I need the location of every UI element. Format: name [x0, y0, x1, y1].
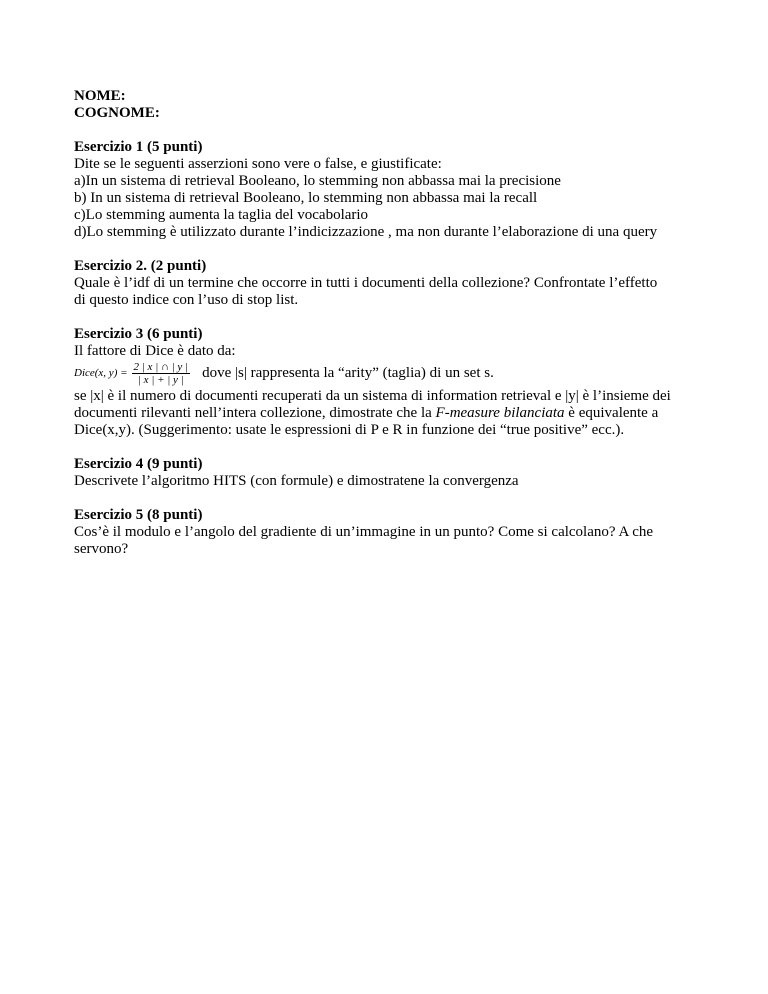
exercise-5-title: Esercizio 5 (8 punti)	[74, 507, 203, 523]
exercise-1-item-a: a)In un sistema di retrieval Booleano, lo stemming non abbassa mai la precisione	[74, 173, 561, 189]
f-measure-term: F-measure bilanciata	[435, 405, 565, 421]
name-label: NOME:	[74, 88, 126, 104]
exam-page	[74, 88, 704, 558]
exercise-4-title: Esercizio 4 (9 punti)	[74, 456, 203, 472]
dice-fraction-denominator: | x | + | y |	[137, 373, 184, 386]
dice-formula-lhs: Dice(x, y) =	[74, 366, 128, 379]
exercise-5-text-line-1: Cos’è il modulo e l’angolo del gradiente di un’immagine in un punto? Come si calcolano? A che	[74, 524, 654, 540]
exercise-2-text-line-1: Quale è l’idf di un termine che occorre in tutti i documenti della collezione? Confrontate l’effetto	[74, 275, 658, 291]
header-block	[74, 88, 704, 122]
exercise-3-text-line-1: se |x| è il numero di documenti recuperati da un sistema di information retrieval e |y| è l’insieme dei	[74, 388, 671, 404]
exercise-1-title: Esercizio 1 (5 punti)	[74, 139, 203, 155]
exercise-1	[74, 139, 704, 241]
exercise-5	[74, 507, 704, 558]
surname-label: COGNOME:	[74, 105, 160, 121]
exercise-2-text-line-2: di questo indice con l’uso di stop list.	[74, 292, 299, 308]
exercise-3-text-line-2	[74, 405, 704, 422]
dice-formula	[74, 361, 190, 386]
exercise-3-title: Esercizio 3 (6 punti)	[74, 326, 203, 342]
exercise-3	[74, 326, 704, 439]
exercise-1-item-d: d)Lo stemming è utilizzato durante l’indicizzazione , ma non durante l’elaborazione di una query	[74, 224, 658, 240]
exercise-1-intro: Dite se le seguenti asserzioni sono vere o false, e giustificate:	[74, 156, 442, 172]
exercise-2-title: Esercizio 2. (2 punti)	[74, 258, 207, 274]
exercise-3-intro: Il fattore di Dice è dato da:	[74, 343, 236, 359]
dice-formula-description: dove |s| rappresenta la “arity” (taglia) di un set s.	[202, 364, 494, 381]
exercise-1-item-b: b) In un sistema di retrieval Booleano, lo stemming non abbassa mai la recall	[74, 190, 538, 206]
exercise-1-item-c: c)Lo stemming aumenta la taglia del vocabolario	[74, 207, 369, 223]
exercise-3-text-line-3: Dice(x,y). (Suggerimento: usate le espressioni di P e R in funzione dei “true positive” ecc.).	[74, 422, 625, 438]
exercise-3-line-2-start: documenti rilevanti nell’intera collezione, dimostrate che la	[74, 405, 436, 421]
exercise-3-line-2-end: è equivalente a	[564, 405, 659, 421]
exercise-4-text: Descrivete l’algoritmo HITS (con formule) e dimostratene la convergenza	[74, 473, 519, 489]
dice-formula-row	[74, 361, 704, 385]
dice-fraction	[132, 361, 191, 386]
dice-fraction-numerator: 2 | x | ∩ | y |	[133, 360, 189, 373]
exercise-4	[74, 456, 704, 490]
exercise-5-text-line-2: servono?	[74, 541, 129, 557]
exercise-2	[74, 258, 704, 309]
